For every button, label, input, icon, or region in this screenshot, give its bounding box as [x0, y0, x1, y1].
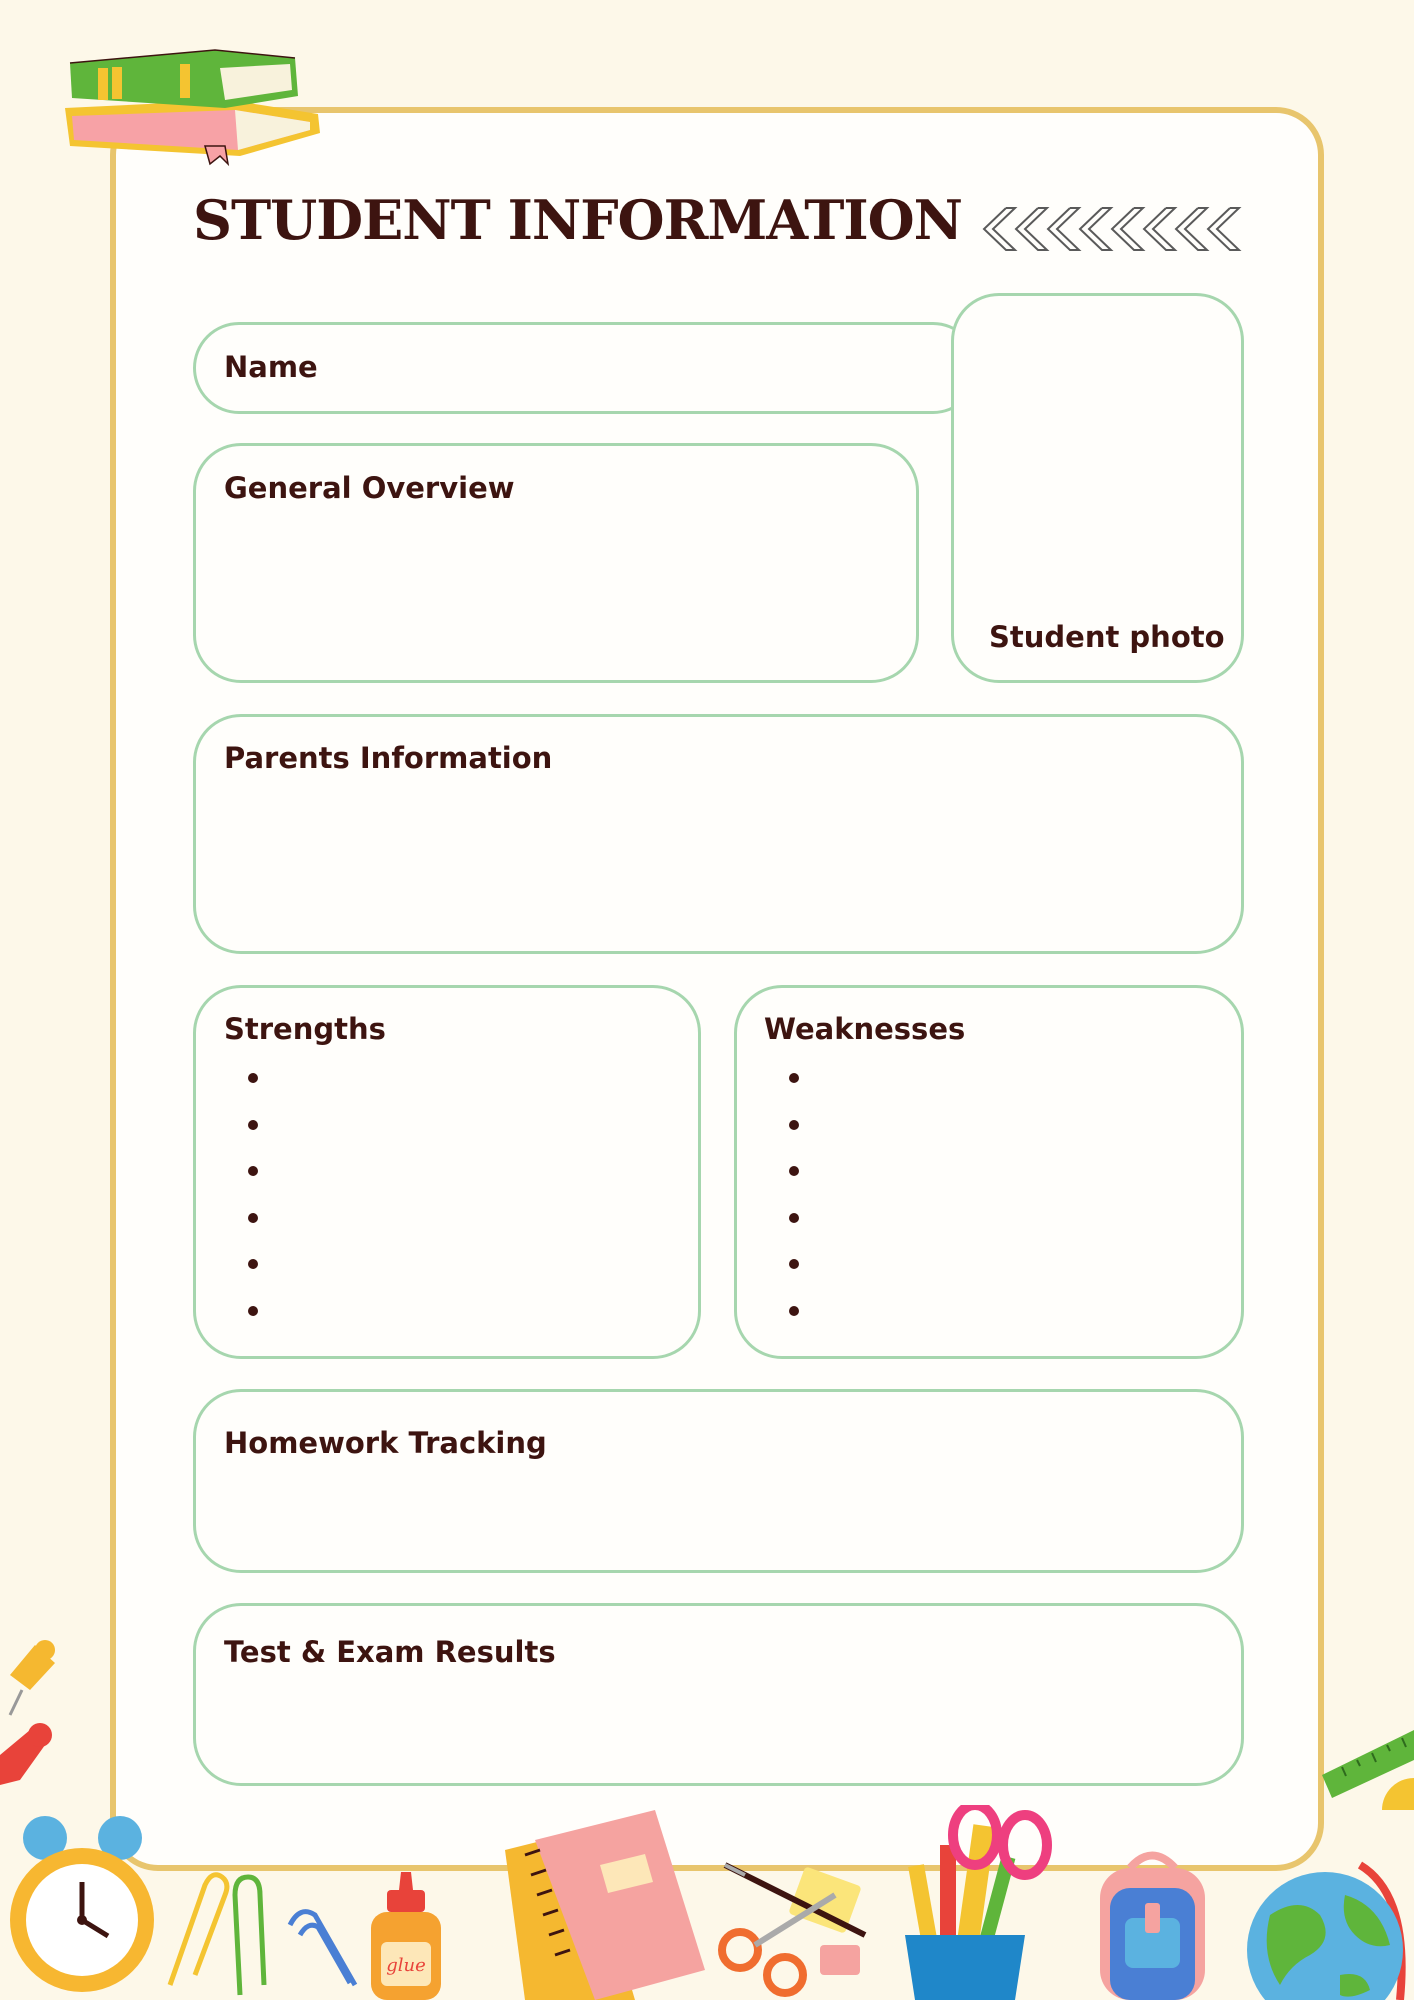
weaknesses-list — [789, 1073, 799, 1352]
weaknesses-bullet — [789, 1166, 799, 1176]
weaknesses-label: Weaknesses — [764, 1012, 966, 1046]
pencil-cup-icon — [895, 1805, 1065, 2000]
alarm-clock-icon — [10, 1810, 160, 2000]
chevrons-decoration-icon — [982, 206, 1246, 252]
general-overview-label: General Overview — [224, 471, 515, 505]
parents-information-label: Parents Information — [224, 741, 553, 775]
weaknesses-bullet — [789, 1073, 799, 1083]
page-title: STUDENT INFORMATION — [193, 188, 963, 252]
glue-bottle-icon — [365, 1872, 450, 2000]
test-exam-results-label: Test & Exam Results — [224, 1635, 556, 1669]
weaknesses-bullet — [789, 1120, 799, 1130]
strengths-bullet — [248, 1259, 258, 1269]
scissors-icon — [695, 1855, 870, 2000]
homework-tracking-box[interactable] — [193, 1389, 1244, 1573]
student-photo-label: Student photo — [989, 620, 1225, 654]
strengths-bullet — [248, 1306, 258, 1316]
ruler-icon — [1322, 1720, 1414, 1810]
glue-label: glue — [386, 1955, 426, 1976]
name-label: Name — [224, 350, 318, 384]
books-icon — [60, 38, 325, 168]
strengths-label: Strengths — [224, 1012, 386, 1046]
weaknesses-bullet — [789, 1306, 799, 1316]
weaknesses-bullet — [789, 1259, 799, 1269]
push-pins-icon — [0, 1635, 70, 1785]
strengths-bullet — [248, 1166, 258, 1176]
strengths-bullet — [248, 1213, 258, 1223]
notebook-icon — [485, 1810, 705, 2000]
strengths-list — [248, 1073, 258, 1352]
globe-icon — [1240, 1855, 1414, 2000]
strengths-bullet — [248, 1073, 258, 1083]
backpack-icon — [1080, 1848, 1225, 2000]
paper-clips-icon — [150, 1865, 365, 2000]
homework-tracking-label: Homework Tracking — [224, 1426, 547, 1460]
weaknesses-bullet — [789, 1213, 799, 1223]
strengths-bullet — [248, 1120, 258, 1130]
test-exam-results-box[interactable] — [193, 1603, 1244, 1786]
